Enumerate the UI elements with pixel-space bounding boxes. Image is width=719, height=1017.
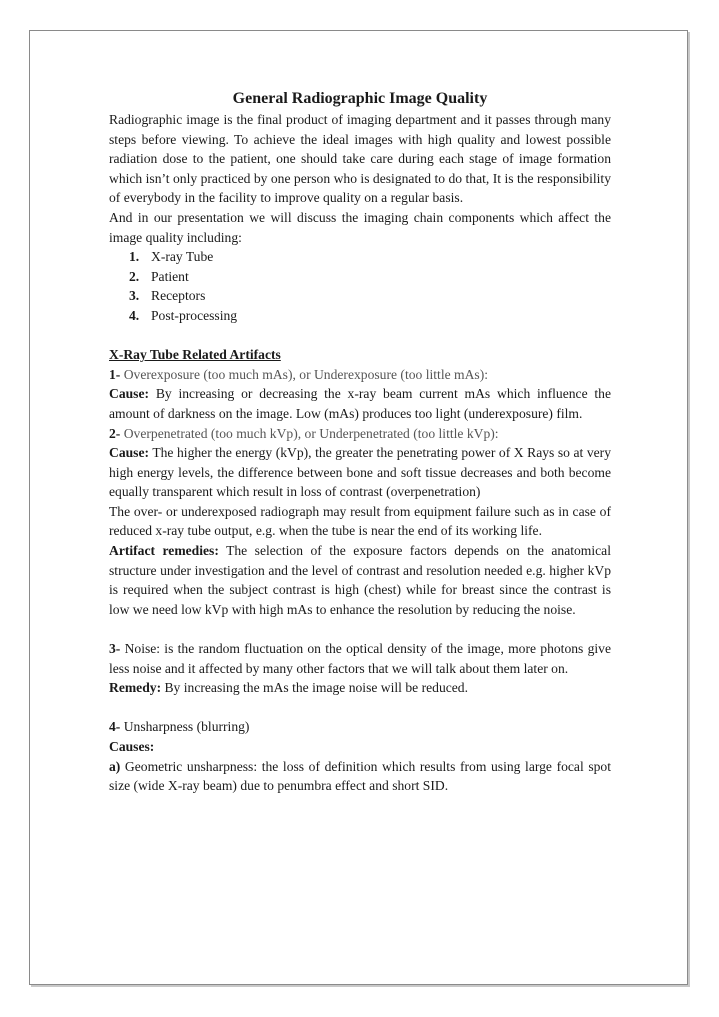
page-title: General Radiographic Image Quality (232, 90, 488, 107)
item-4-title: Unsharpness (blurring) (120, 719, 250, 735)
cause-label: Cause: (109, 386, 150, 402)
item-1-number: 1- (109, 366, 121, 382)
cause-label: Cause: (109, 445, 150, 461)
cause-text: By increasing or decreasing the x-ray beam current mAs which influence the amount of darkness on the image. Low (mAs) produces too light (underexposure) film. (109, 386, 611, 421)
item-3-noise (109, 639, 611, 678)
item-3-number: 3- (109, 641, 121, 657)
item-1-heading (109, 365, 611, 385)
item-2-number: 2- (109, 425, 121, 441)
spacer (109, 698, 611, 718)
item-4-heading (109, 717, 611, 737)
presentation-paragraph: And in our presentation we will discuss the imaging chain components which affect the image quality including: (109, 209, 611, 245)
list-item-label: Patient (151, 268, 189, 284)
list-item-label: Post-processing (151, 307, 238, 323)
item-3-remedy (109, 678, 611, 698)
list-item-label: Receptors (151, 288, 206, 304)
list-item (109, 286, 611, 306)
list-item-number: 3. (129, 288, 140, 304)
remedy-text: By increasing the mAs the image noise will be reduced. (161, 680, 469, 696)
section-heading: X-Ray Tube Related Artifacts (109, 347, 281, 363)
a-text: Geometric unsharpness: the loss of definition which results from using large focal spot size (wide X-ray beam) due to penumbra effect and short SID. (109, 758, 611, 794)
list-item (109, 306, 611, 326)
item-4-number: 4- (109, 719, 121, 735)
intro-paragraph: Radiographic image is the final product of imaging department and it passes through many steps before viewing. To achieve the ideal images with high quality and lowest possible radiation dose to the patient, one should take care during each stage of image formation which isn’t only practiced by one person who is designated to do that, It is the responsibility of everybody in the facility to improve quality on a regular basis. (109, 112, 611, 206)
remedy-label: Artifact remedies: (109, 543, 219, 559)
list-item-label: X-ray Tube (151, 249, 214, 265)
list-item-number: 2. (129, 268, 140, 284)
components-list (109, 247, 611, 325)
item-2-extra: The over- or underexposed radiograph may result from equipment failure such as in case of reduced x-ray tube output, e.g. when the tube is near the end of its working life. (109, 503, 611, 539)
list-item-number: 4. (129, 307, 140, 323)
item-1-cause (109, 384, 611, 423)
spacer (109, 619, 611, 639)
item-2-cause (109, 443, 611, 502)
remedy-label: Remedy: (109, 680, 162, 696)
item-4-a (109, 757, 611, 796)
cause-text: The higher the energy (kVp), the greater the penetrating power of X Rays so at very high energy levels, the difference between bone and soft tissue decreases and both become equally transparent which result in loss of contrast (overpenetration) (109, 445, 611, 500)
item-1-title: Overexposure (too much mAs), or Underexposure (too little mAs): (120, 366, 489, 382)
remedy-text: The selection of the exposure factors depends on the anatomical structure under investigation and the level of contrast and resolution needed e.g. higher kVp is required when the subject contrast is high (chest) while for breast since the contrast is low we need low kVp with high mAs to enhance the resolution by reducing the noise. (109, 543, 611, 617)
item-2-remedies (109, 541, 611, 619)
spacer (109, 326, 611, 346)
document-body (109, 88, 611, 796)
list-item-number: 1. (129, 249, 140, 265)
item-2-title: Overpenetrated (too much kVp), or Underpenetrated (too little kVp): (120, 425, 499, 441)
a-label: a) (109, 758, 121, 774)
list-item (109, 267, 611, 287)
item-2-heading (109, 424, 611, 444)
list-item (109, 247, 611, 267)
item-3-text: Noise: is the random fluctuation on the optical density of the image, more photons give less noise and it affected by many other factors that we will talk about them later on. (109, 641, 611, 676)
causes-label: Causes: (109, 739, 155, 754)
